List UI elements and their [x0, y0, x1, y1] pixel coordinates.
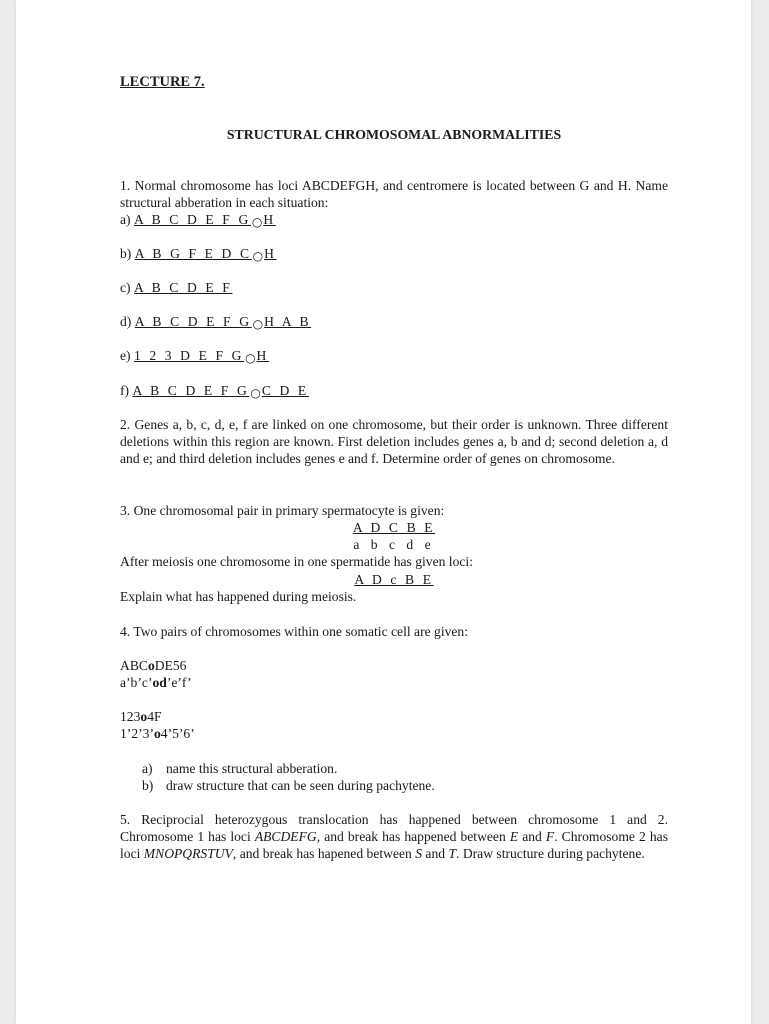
question-3-after: After meiosis one chromosome in one spermatide has given loci:	[120, 554, 473, 569]
loci-part: 1’2’3’	[120, 726, 154, 741]
text-run: , and break has happened between	[316, 829, 510, 844]
loci-sequence-after: H	[263, 212, 276, 227]
text-run: 5. Reciprocial heterozygous translocation has happened between chromosome 1 and 2. Chromosome 1 has loci	[120, 812, 668, 844]
centromere-mark: o	[147, 658, 155, 673]
loci-sequence: A B C D E F	[133, 280, 233, 295]
list-item-text: name this structural abberation.	[166, 761, 338, 776]
chromosome-pair-1-line-1	[120, 657, 186, 674]
list-marker: a)	[142, 761, 153, 776]
question-1-option-f	[120, 382, 309, 400]
loci-sequence-after: H A B	[264, 314, 312, 329]
question-3-intro: 3. One chromosomal pair in primary spermatocyte is given:	[120, 503, 445, 518]
question-4-tasks	[142, 760, 435, 794]
page-title: STRUCTURAL CHROMOSOMAL ABNORMALITIES	[226, 127, 562, 142]
loci-part: a’b’c’	[120, 675, 153, 690]
chromosome-pair-2-line-1	[120, 708, 162, 725]
locus-s: S	[415, 846, 423, 861]
text-run: and	[422, 846, 449, 861]
loci-part: 4’5’6’	[160, 726, 195, 741]
text-run: , and break has hapened between	[232, 846, 416, 861]
loci-part: DE56	[154, 658, 187, 673]
text-run: and	[518, 829, 546, 844]
chromosome-pair-bottom: a b c d e	[353, 537, 435, 552]
loci-part: 4F	[147, 709, 162, 724]
question-1-option-c	[120, 279, 232, 296]
question-1-option-e	[120, 347, 269, 365]
lecture-title: LECTURE 7.	[120, 74, 205, 90]
loci-sequence-after: C D E	[261, 383, 309, 398]
list-item	[142, 777, 435, 794]
chromosome-2-loci: MNOPQRSTUV	[143, 846, 233, 861]
option-label: f)	[120, 383, 130, 398]
text-run: . Chromosome 2 has loci	[120, 829, 668, 861]
locus-t: T	[448, 846, 457, 861]
question-1-option-d	[120, 313, 311, 331]
chromosome-pair-2-line-2	[120, 725, 195, 742]
option-label: b)	[120, 246, 132, 261]
spermatide-loci: A D c B E	[354, 572, 434, 587]
loci-sequence: A B C D E F G	[132, 383, 250, 398]
loci-sequence: A B G F E D C	[134, 246, 252, 261]
list-item-text: draw structure that can be seen during pachytene.	[166, 778, 435, 793]
document-page	[16, 0, 751, 1024]
option-label: a)	[120, 212, 131, 227]
chromosome-pair-top: A D C B E	[352, 520, 436, 535]
loci-sequence: A B C D E F G	[134, 314, 252, 329]
text-run: . Draw structure during pachytene.	[456, 846, 645, 861]
loci-part: 123	[120, 709, 141, 724]
centromere-icon: ○	[250, 386, 261, 400]
centromere-mark: o	[153, 726, 161, 741]
loci-sequence-after: H	[256, 348, 269, 363]
loci-sequence: A B C D E F G	[133, 212, 251, 227]
option-label: d)	[120, 314, 132, 329]
centromere-mark: o	[140, 709, 148, 724]
centromere-icon: ○	[251, 215, 263, 229]
list-marker: b)	[142, 778, 154, 793]
loci-part: ’e’f’	[166, 675, 192, 690]
chromosome-1-loci: ABCDEFG	[254, 829, 317, 844]
question-4-intro: 4. Two pairs of chromosomes within one somatic cell are given:	[120, 624, 469, 639]
option-label: c)	[120, 280, 131, 295]
centromere-icon: ○	[245, 351, 256, 365]
loci-part: ABC	[120, 658, 148, 673]
centromere-mark: od	[152, 675, 167, 690]
question-1-option-a	[120, 211, 276, 229]
option-label: e)	[120, 348, 131, 363]
locus-e: E	[509, 829, 519, 844]
locus-f: F	[545, 829, 555, 844]
centromere-icon: ○	[252, 317, 264, 331]
question-1-text: 1. Normal chromosome has loci ABCDEFGH, and centromere is located between G and H. Name structural abberation in each situation:	[120, 178, 668, 210]
list-item	[142, 760, 435, 777]
loci-sequence: 1 2 3 D E F G	[133, 348, 245, 363]
question-2-text: 2. Genes a, b, c, d, e, f are linked on one chromosome, but their order is unknown. Three different deletions within this region are known. First deletion includes genes a, b and d; second deletion a, d and e; and third deletion includes genes e and f. Determine order of genes on chromosome.	[120, 417, 668, 466]
question-1-option-b	[120, 245, 277, 263]
loci-sequence-after: H	[264, 246, 277, 261]
centromere-icon: ○	[252, 249, 264, 263]
chromosome-pair-1-line-2	[120, 674, 192, 691]
question-5-text	[120, 811, 668, 862]
question-3-explain: Explain what has happened during meiosis.	[120, 589, 357, 604]
